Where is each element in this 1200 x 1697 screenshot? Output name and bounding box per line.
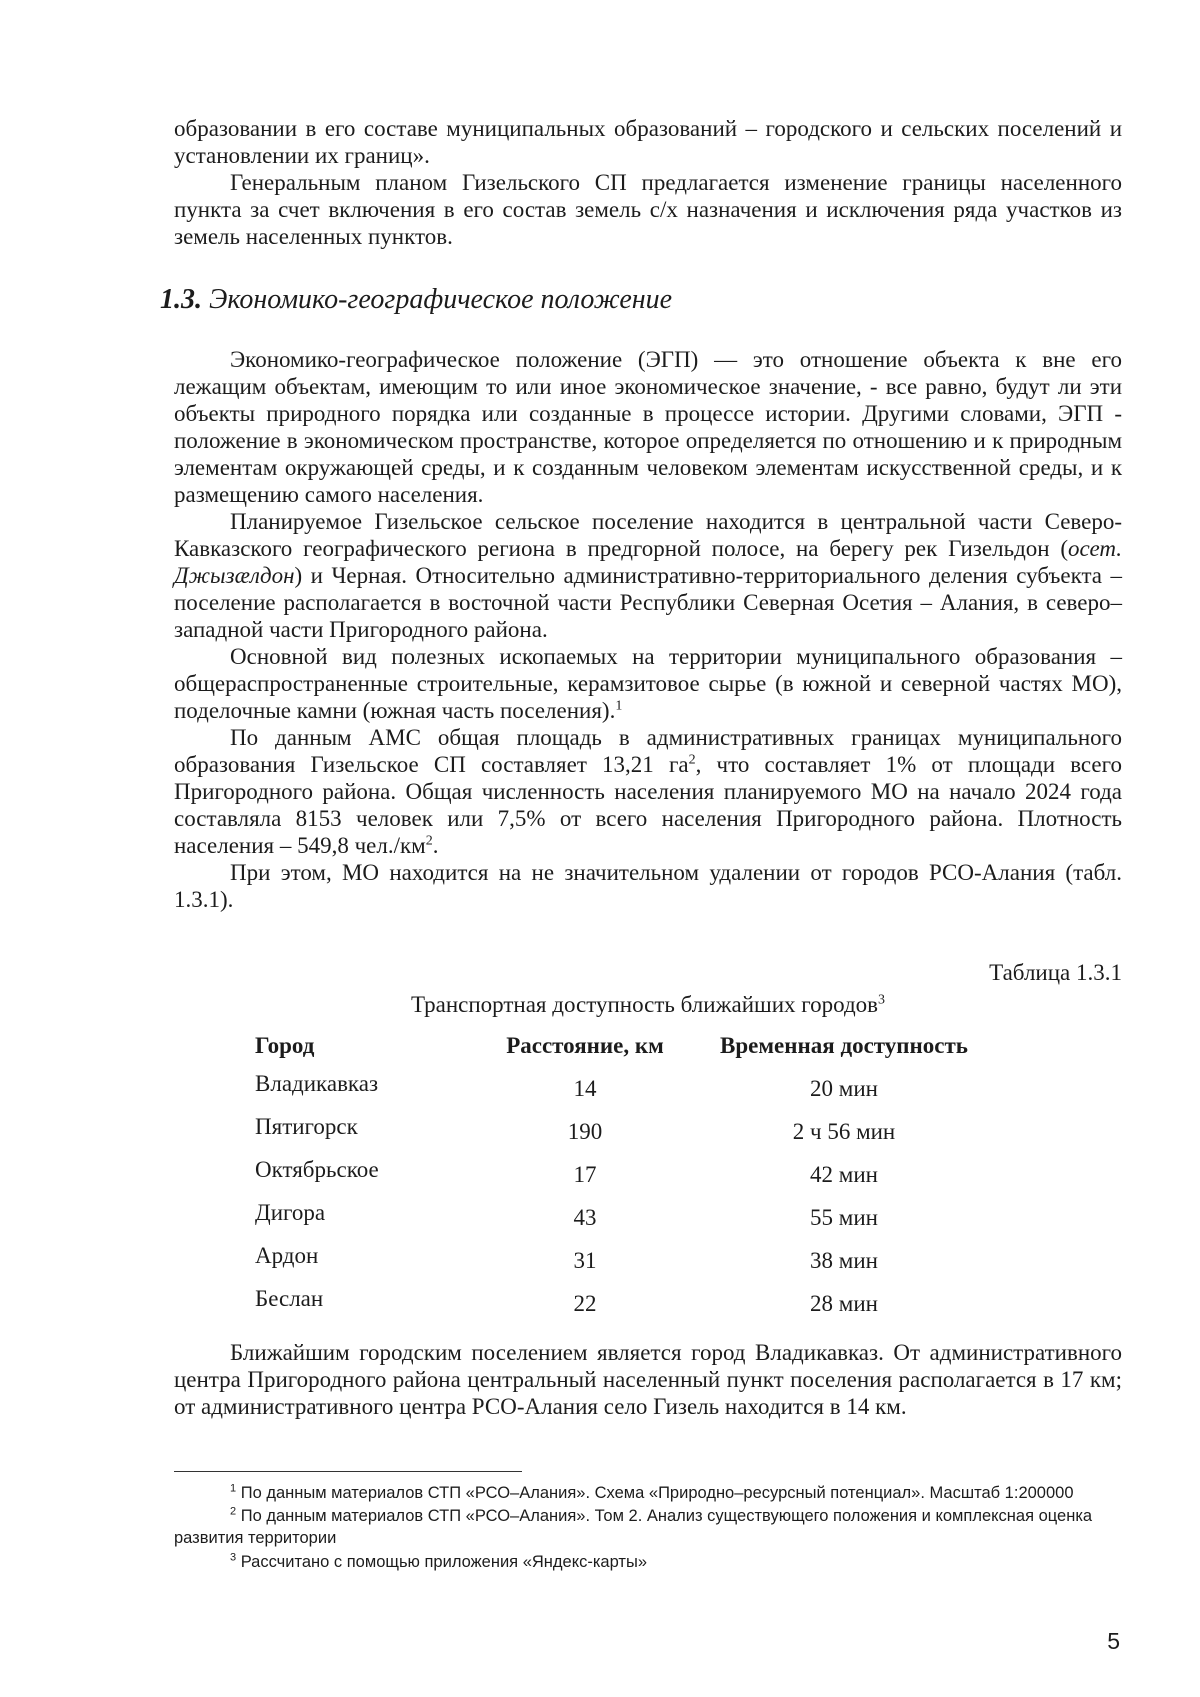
distance-paragraph: При этом, МО находится на не значительном удалении от городов РСО-Алания (табл. 1.3.1). [174, 860, 1122, 912]
header-travel-time: Временная доступность [720, 1033, 968, 1058]
area-population-paragraph [174, 724, 1122, 859]
general-plan-paragraph: Генеральным планом Гизельского СП предлагается изменение границы населенного пункта за счет включения в его состав земель с/х назначения и исключения ряда участков из земель населенных пунктов. [174, 170, 1122, 249]
intro-paragraph: образовании в его составе муниципальных образований – городского и сельских поселений и установлении их границ». [174, 116, 1122, 168]
cell-travel-time: 38 мин [810, 1248, 878, 1273]
cell-travel-time: 20 мин [810, 1076, 878, 1101]
cell-city: Пятигорск [255, 1114, 358, 1139]
area-text-c: . [432, 833, 439, 858]
footnote-text: По данным материалов СТП «РСО–Алания». Схема «Природно–ресурсный потенциал». Масштаб 1:200000 [240, 1484, 1074, 1502]
table-row [255, 1243, 1003, 1286]
location-text-b: ) и Черная. Относительно административно-территориального деления субъекта – поселение располагается в восточной части Республики Северная Осетия – Алания, в северо–западной части Пригородного района. [174, 563, 1122, 642]
section-number: 1.3. [160, 284, 202, 315]
cell-city: Дигора [255, 1200, 326, 1225]
cell-distance: 43 [573, 1205, 597, 1230]
cell-travel-time: 2 ч 56 мин [792, 1119, 896, 1144]
cell-distance: 31 [573, 1248, 597, 1273]
cell-distance: 17 [573, 1162, 597, 1187]
footnote-ref-1[interactable]: 1 [615, 698, 623, 714]
area-text-b: , что составляет 1% от площади всего Пригородного района. Общая численность населения планируемого МО на начало 2024 года составляла 8153 человек или 7,5% от всего населения Пригородного района. Плотность населения – 549,8 чел./км [174, 752, 1122, 858]
cell-city: Беслан [255, 1286, 324, 1311]
cell-travel-time: 42 мин [810, 1162, 878, 1187]
footnote-text: По данным материалов СТП «РСО–Алания». Том 2. Анализ существующего положения и комплексная оценка развития территории [174, 1507, 1093, 1547]
minerals-text: Основной вид полезных ископаемых на территории муниципального образования – общераспространенные строительные, керамзитовое сырье (в южной и северной частях МО), поделочные камни (южная часть поселения). [174, 644, 1122, 723]
footnote-text: Рассчитано с помощью приложения «Яндекс-карты» [240, 1553, 648, 1571]
nearest-city-paragraph: Ближайшим городским поселением является город Владикавказ. От административного центра Пригородного района центральный населенный пункт поселения располагается в 17 км; от административного центра РСО-Алания село Гизель находится в 14 км. [174, 1340, 1122, 1419]
cell-distance: 14 [573, 1076, 597, 1101]
table-row [255, 1114, 1003, 1157]
location-paragraph [174, 508, 1122, 643]
cell-distance: 22 [573, 1291, 597, 1316]
km-squared-superscript: 2 [425, 833, 433, 849]
table-header-row [255, 1033, 1003, 1071]
location-text-a: Планируемое Гизельское сельское поселение находится в центральной части Северо-Кавказского географического региона в предгорной полосе, на берегу рек Гизельдон ( [174, 509, 1122, 561]
table-row [255, 1157, 1003, 1200]
footnote-number: 3 [230, 1551, 237, 1564]
transport-accessibility-table [255, 1033, 1003, 1329]
header-city: Город [255, 1033, 315, 1058]
area-text-a: По данным АМС общая площадь в административных границах муниципального образования Гизельское СП составляет 13,21 га [174, 725, 1122, 777]
minerals-paragraph [174, 643, 1122, 724]
page-number: 5 [1107, 1628, 1120, 1654]
footnote-number: 2 [230, 1505, 237, 1518]
footnote-ref-2[interactable]: 2 [688, 752, 696, 768]
header-distance: Расстояние, км [506, 1033, 664, 1058]
table-row [255, 1071, 1003, 1114]
cell-city: Октябрьское [255, 1157, 379, 1182]
cell-travel-time: 28 мин [810, 1291, 878, 1316]
cell-distance: 190 [567, 1119, 603, 1144]
footnote-ref-3[interactable]: 3 [878, 992, 886, 1008]
table-title [174, 992, 1122, 1018]
footnote-separator [174, 1471, 522, 1472]
cell-city: Владикавказ [255, 1071, 379, 1096]
footnote-2 [174, 1505, 1122, 1549]
table-row [255, 1286, 1003, 1329]
egp-definition-paragraph: Экономико-географическое положение (ЭГП) — это отношение объекта к вне его лежащим объектам, имеющим то или иное экономическое значение, - все равно, будут ли эти объекты природного порядка или созданные в процессе истории. Другими словами, ЭГП - положение в экономическом пространстве, которое определяется по отношению и к природным элементам окружающей среды, и к созданным человеком элементам искусственной среды, и к размещению самого населения. [174, 347, 1122, 507]
table-row [255, 1200, 1003, 1243]
section-heading [160, 284, 672, 316]
table-title-text: Транспортная доступность ближайших городов [410, 992, 879, 1017]
table-caption: Таблица 1.3.1 [989, 960, 1122, 985]
footnote-1 [174, 1482, 1122, 1504]
ossetian-river-name: осет. Джызæлдон [174, 536, 1122, 588]
footnote-3 [174, 1551, 1122, 1573]
cell-city: Ардон [255, 1243, 319, 1268]
section-title: Экономико-географическое положение [209, 284, 673, 315]
cell-travel-time: 55 мин [810, 1205, 878, 1230]
footnote-number: 1 [230, 1482, 237, 1495]
